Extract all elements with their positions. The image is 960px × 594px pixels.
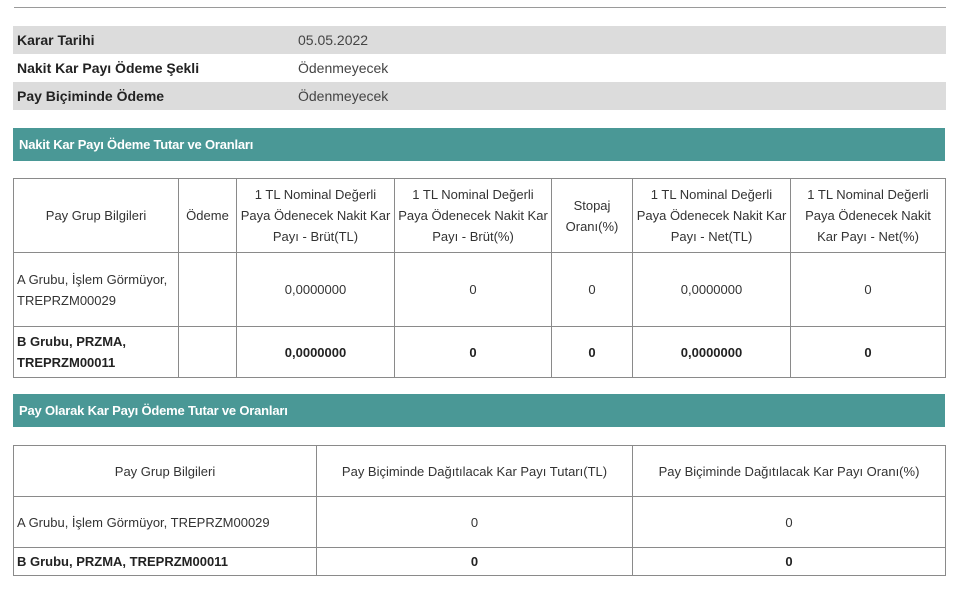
column-header: 1 TL Nominal Değerli Paya Ödenecek Nakit Kar Payı - Net(TL) xyxy=(633,179,791,253)
info-value: 05.05.2022 xyxy=(294,26,946,54)
column-header: Stopaj Oranı(%) xyxy=(552,179,633,253)
column-header: 1 TL Nominal Değerli Paya Ödenecek Nakit Kar Payı - Brüt(%) xyxy=(395,179,552,253)
table-cell xyxy=(179,327,237,378)
table-header-row xyxy=(14,179,946,253)
table-cell: B Grubu, PRZMA, TREPRZM00011 xyxy=(14,548,317,576)
table-row xyxy=(14,548,946,576)
table-cell: 0 xyxy=(633,548,946,576)
top-divider xyxy=(14,7,946,8)
table-cell: A Grubu, İşlem Görmüyor, TREPRZM00029 xyxy=(14,497,317,548)
table-cell: 0 xyxy=(791,253,946,327)
table-cell: 0,0000000 xyxy=(633,253,791,327)
info-value: Ödenmeyecek xyxy=(294,82,946,110)
decision-info-table xyxy=(13,26,946,110)
share-dividend-table xyxy=(13,445,946,576)
info-row-share-payment xyxy=(13,82,946,110)
table-header-row xyxy=(14,446,946,497)
column-header: Ödeme xyxy=(179,179,237,253)
table-cell: 0,0000000 xyxy=(237,253,395,327)
table-cell: 0 xyxy=(395,327,552,378)
table-row xyxy=(14,327,946,378)
table-cell: 0 xyxy=(317,548,633,576)
table-row xyxy=(14,253,946,327)
info-label: Karar Tarihi xyxy=(13,26,294,54)
column-header: Pay Biçiminde Dağıtılacak Kar Payı Tutarı(TL) xyxy=(317,446,633,497)
section-title-share-dividend: Pay Olarak Kar Payı Ödeme Tutar ve Oranları xyxy=(13,394,945,427)
table-cell: B Grubu, PRZMA, TREPRZM00011 xyxy=(14,327,179,378)
table-cell: 0 xyxy=(552,253,633,327)
table-cell: 0 xyxy=(633,497,946,548)
table-cell xyxy=(179,253,237,327)
info-label: Nakit Kar Payı Ödeme Şekli xyxy=(17,60,200,76)
cash-dividend-table xyxy=(13,178,946,378)
table-cell: 0,0000000 xyxy=(237,327,395,378)
column-header: 1 TL Nominal Değerli Paya Ödenecek Nakit Kar Payı - Net(%) xyxy=(791,179,946,253)
table-cell: 0 xyxy=(317,497,633,548)
section-title-cash-dividend: Nakit Kar Payı Ödeme Tutar ve Oranları xyxy=(13,128,945,161)
column-header: Pay Grup Bilgileri xyxy=(14,446,317,497)
info-row-cash-dividend-method xyxy=(13,54,946,82)
column-header: 1 TL Nominal Değerli Paya Ödenecek Nakit Kar Payı - Brüt(TL) xyxy=(237,179,395,253)
table-cell: 0,0000000 xyxy=(633,327,791,378)
info-value: Ödenmeyecek xyxy=(298,60,389,76)
info-label: Pay Biçiminde Ödeme xyxy=(13,82,294,110)
table-cell: 0 xyxy=(791,327,946,378)
column-header: Pay Grup Bilgileri xyxy=(14,179,179,253)
table-cell: A Grubu, İşlem Görmüyor, TREPRZM00029 xyxy=(14,253,179,327)
table-cell: 0 xyxy=(395,253,552,327)
table-row xyxy=(14,497,946,548)
column-header: Pay Biçiminde Dağıtılacak Kar Payı Oranı(%) xyxy=(633,446,946,497)
info-row-decision-date xyxy=(13,26,946,54)
table-cell: 0 xyxy=(552,327,633,378)
